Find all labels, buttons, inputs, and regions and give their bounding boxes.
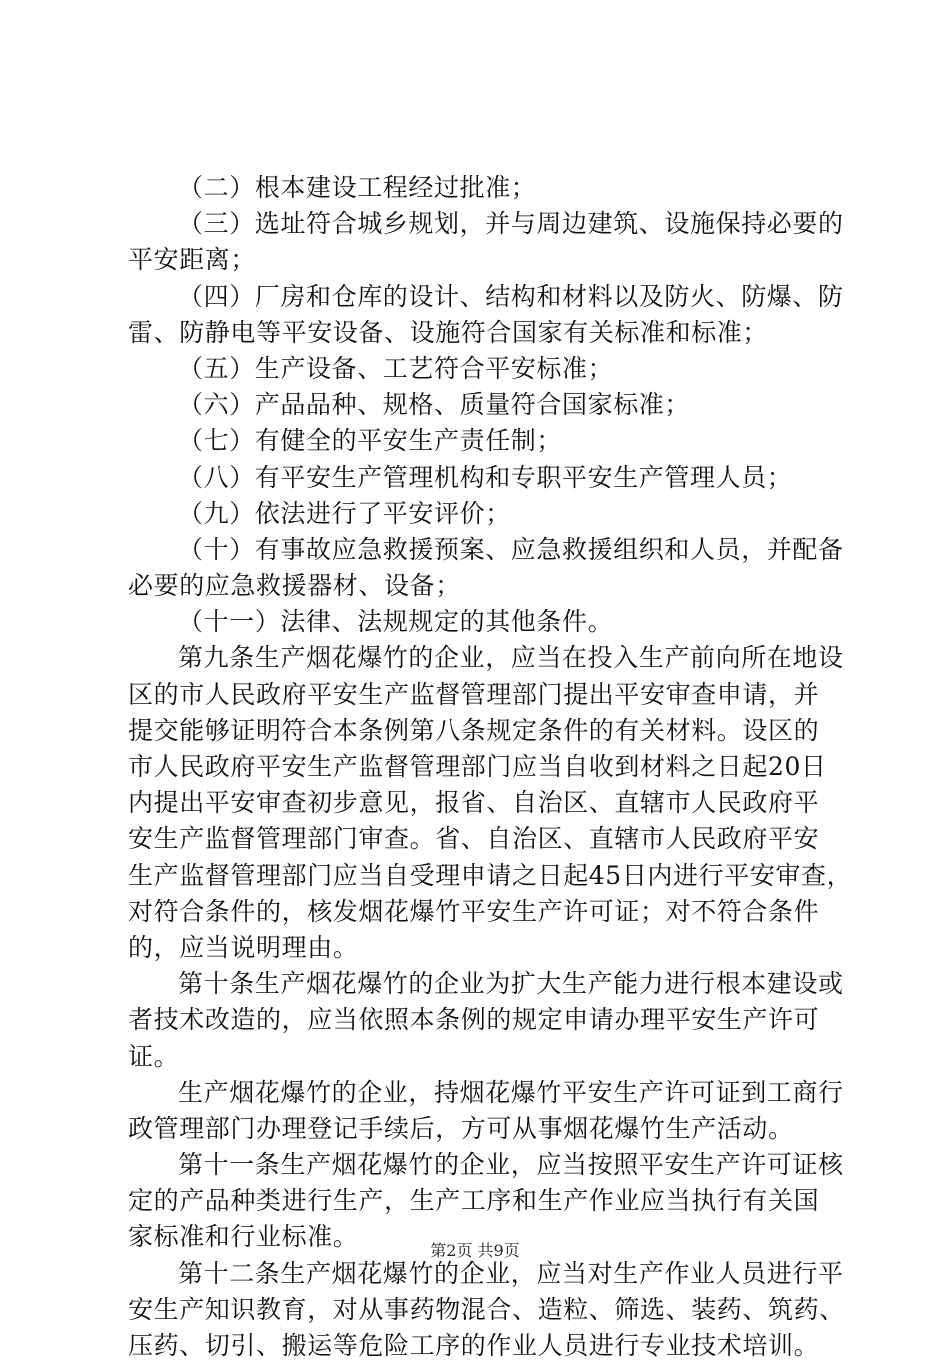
text-line: （六）产品品种、规格、质量符合国家标准； xyxy=(178,390,691,420)
text-line: 平安距离； xyxy=(128,245,257,275)
text-line: 安生产监督管理部门审查。省、自治区、直辖市人民政府平安 xyxy=(128,824,820,854)
text-line: 生产烟花爆竹的企业，持烟花爆竹平安生产许可证到工商行 xyxy=(178,1077,844,1107)
text-line: （十）有事故应急救援预案、应急救援组织和人员，并配备 xyxy=(178,534,844,564)
text-line: （五）生产设备、工艺符合平安标准； xyxy=(178,353,614,383)
text-line: 家标准和行业标准。 xyxy=(128,1222,359,1252)
text-line: 的，应当说明理由。 xyxy=(128,932,359,962)
text-line: 证。 xyxy=(128,1041,180,1071)
text-line: 政管理部门办理登记手续后，方可从事烟花爆竹生产活动。 xyxy=(128,1113,794,1143)
text-line: 内提出平安审查初步意见，报省、自治区、直辖市人民政府平 xyxy=(128,788,820,818)
document-body xyxy=(128,170,853,1364)
text-line: 生产监督管理部门应当自受理申请之日起45日内进行平安审查， xyxy=(128,860,853,890)
text-line: 压药、切引、搬运等危险工序的作业人员进行专业技术培训。 xyxy=(128,1331,820,1360)
text-line: 雷、防静电等平安设备、设施符合国家有关标准和标准； xyxy=(128,317,769,347)
text-line: 者技术改造的，应当依照本条例的规定申请办理平安生产许可 xyxy=(128,1005,820,1035)
text-line: （八）有平安生产管理机构和专职平安生产管理人员； xyxy=(178,462,793,492)
text-line: 必要的应急救援器材、设备； xyxy=(128,571,461,601)
text-line: （二）根本建设工程经过批准； xyxy=(178,173,537,202)
text-line: 第十一条生产烟花爆竹的企业，应当按照平安生产许可证核 xyxy=(178,1150,844,1180)
text-line: 第九条生产烟花爆竹的企业，应当在投入生产前向所在地设 xyxy=(178,643,844,673)
text-line: （九）依法进行了平安评价； xyxy=(178,498,511,528)
text-line: （七）有健全的平安生产责任制； xyxy=(178,426,563,456)
text-line: （四）厂房和仓库的设计、结构和材料以及防火、防爆、防 xyxy=(178,281,844,311)
text-line: （三）选址符合城乡规划，并与周边建筑、设施保持必要的 xyxy=(178,209,844,239)
text-line: 安生产知识教育，对从事药物混合、造粒、筛选、装药、筑药、 xyxy=(128,1294,845,1324)
text-line: 第十条生产烟花爆竹的企业为扩大生产能力进行根本建设或 xyxy=(178,969,844,999)
text-line: 市人民政府平安生产监督管理部门应当自收到材料之日起20日 xyxy=(128,752,827,781)
text-line: 定的产品种类进行生产，生产工序和生产作业应当执行有关国 xyxy=(128,1186,820,1216)
text-line: 区的市人民政府平安生产监督管理部门提出平安审查申请，并 xyxy=(128,679,820,709)
text-line: 第十二条生产烟花爆竹的企业，应当对生产作业人员进行平 xyxy=(178,1258,844,1288)
text-line: 对符合条件的，核发烟花爆竹平安生产许可证；对不符合条件 xyxy=(128,896,820,926)
page-number-footer: 第2页 共9页 xyxy=(430,1241,520,1260)
text-line: 提交能够证明符合本条例第八条规定条件的有关材料。设区的 xyxy=(128,715,820,745)
text-line: （十一）法律、法规规定的其他条件。 xyxy=(178,607,614,637)
